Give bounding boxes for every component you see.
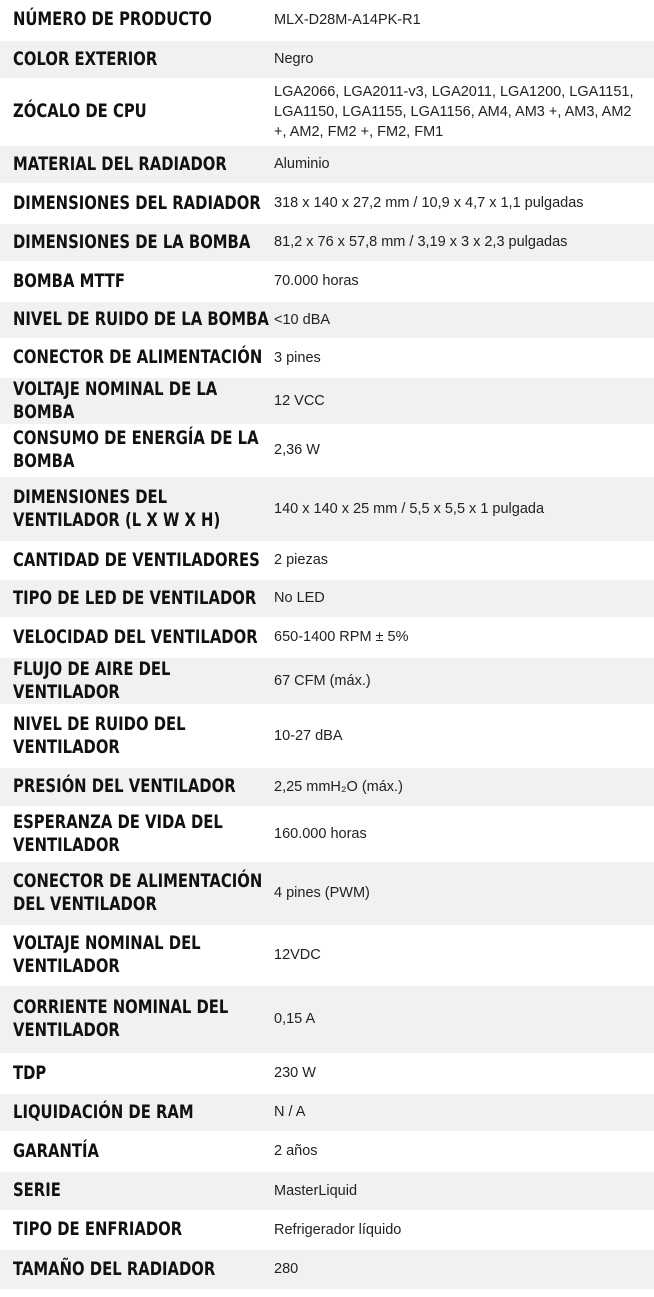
spec-row	[0, 861, 654, 925]
spec-label-cell	[0, 145, 273, 183]
spec-row	[0, 377, 654, 424]
spec-value: LGA2066, LGA2011-v3, LGA2011, LGA1200, LGA1151, LGA1150, LGA1155, LGA1156, AM4, AM3 +, AM3, AM2 +, AM2, FM2 +, FM2, FM1	[273, 78, 654, 145]
spec-label-cell	[0, 657, 273, 704]
spec-label-cell	[0, 223, 273, 261]
spec-label: NIVEL DE RUIDO DE LA BOMBA	[13, 308, 269, 330]
spec-label: TAMAÑO DEL RADIADOR	[13, 1257, 216, 1280]
spec-value: Negro	[273, 40, 654, 78]
spec-label: ESPERANZA DE VIDA DEL VENTILADOR	[13, 810, 223, 856]
spec-label: FLUJO DE AIRE DEL VENTILADOR	[13, 657, 171, 703]
spec-label: CANTIDAD DE VENTILADORES	[13, 548, 260, 571]
spec-label: SERIE	[13, 1179, 61, 1201]
spec-label-cell	[0, 1131, 273, 1171]
spec-label: COLOR EXTERIOR	[13, 47, 158, 70]
spec-value: 81,2 x 76 x 57,8 mm / 3,19 x 3 x 2,3 pulgadas	[273, 223, 654, 261]
spec-row	[0, 261, 654, 301]
spec-value: 10-27 dBA	[273, 704, 654, 767]
spec-value: 70.000 horas	[273, 261, 654, 301]
spec-label: NÚMERO DE PRODUCTO	[13, 8, 212, 31]
spec-value: 12 VCC	[273, 377, 654, 424]
spec-label: VOLTAJE NOMINAL DE LA BOMBA	[13, 377, 218, 423]
spec-row	[0, 806, 654, 861]
spec-row	[0, 767, 654, 806]
spec-value: 3 pines	[273, 338, 654, 377]
spec-label: GARANTÍA	[13, 1139, 100, 1162]
spec-value: 67 CFM (máx.)	[273, 657, 654, 704]
spec-label-cell	[0, 40, 273, 78]
spec-label: VELOCIDAD DEL VENTILADOR	[13, 625, 258, 648]
spec-label: CONECTOR DE ALIMENTACIÓN	[13, 346, 263, 368]
spec-label: DIMENSIONES DE LA BOMBA	[13, 230, 251, 253]
spec-value: MasterLiquid	[273, 1171, 654, 1210]
spec-label-cell	[0, 183, 273, 223]
spec-row	[0, 541, 654, 579]
spec-label: DIMENSIONES DEL RADIADOR	[13, 191, 261, 214]
spec-row	[0, 925, 654, 985]
spec-label-cell	[0, 704, 273, 767]
spec-label: ZÓCALO DE CPU	[13, 100, 147, 122]
spec-row	[0, 40, 654, 78]
spec-label-cell	[0, 579, 273, 617]
spec-label-cell	[0, 985, 273, 1053]
spec-label-cell	[0, 1053, 273, 1093]
spec-label: TIPO DE ENFRIADOR	[13, 1218, 183, 1240]
spec-label: CONSUMO DE ENERGÍA DE LA BOMBA	[13, 427, 259, 472]
spec-value: 4 pines (PWM)	[273, 861, 654, 925]
spec-value: Aluminio	[273, 145, 654, 183]
spec-value: <10 dBA	[273, 301, 654, 338]
spec-label-cell	[0, 1093, 273, 1131]
spec-label-cell	[0, 0, 273, 40]
spec-label: VOLTAJE NOMINAL DEL VENTILADOR	[13, 932, 201, 977]
spec-label: LIQUIDACIÓN DE RAM	[13, 1100, 194, 1123]
spec-label-cell	[0, 806, 273, 861]
spec-label-cell	[0, 476, 273, 541]
spec-row	[0, 223, 654, 261]
spec-value: 12VDC	[273, 925, 654, 985]
spec-value: 650-1400 RPM ± 5%	[273, 617, 654, 657]
spec-value: 280	[273, 1249, 654, 1289]
spec-value: 2 piezas	[273, 541, 654, 579]
spec-label: DIMENSIONES DEL VENTILADOR (L X W X H)	[13, 485, 221, 531]
spec-value: 2 años	[273, 1131, 654, 1171]
spec-value: 2,25 mmH₂O (máx.)	[273, 767, 654, 806]
spec-row	[0, 1093, 654, 1131]
spec-value: 318 x 140 x 27,2 mm / 10,9 x 4,7 x 1,1 pulgadas	[273, 183, 654, 223]
spec-label-cell	[0, 541, 273, 579]
spec-row	[0, 1210, 654, 1249]
spec-row	[0, 657, 654, 704]
spec-value: No LED	[273, 579, 654, 617]
spec-value: 2,36 W	[273, 424, 654, 476]
spec-label-cell	[0, 377, 273, 424]
spec-label-cell	[0, 861, 273, 925]
spec-label: CONECTOR DE ALIMENTACIÓN DEL VENTILADOR	[13, 870, 263, 915]
spec-value: 0,15 A	[273, 985, 654, 1053]
spec-label: PRESIÓN DEL VENTILADOR	[13, 775, 236, 797]
spec-label: TIPO DE LED DE VENTILADOR	[13, 586, 257, 609]
spec-row	[0, 183, 654, 223]
spec-row	[0, 1249, 654, 1289]
spec-label: BOMBA MTTF	[13, 269, 126, 292]
spec-label-cell	[0, 338, 273, 377]
spec-row	[0, 0, 654, 40]
spec-label-cell	[0, 617, 273, 657]
spec-row	[0, 1171, 654, 1210]
spec-row	[0, 1053, 654, 1093]
spec-label-cell	[0, 767, 273, 806]
spec-label: MATERIAL DEL RADIADOR	[13, 152, 227, 175]
spec-label-cell	[0, 925, 273, 985]
spec-label-cell	[0, 1249, 273, 1289]
spec-label-cell	[0, 261, 273, 301]
spec-row	[0, 579, 654, 617]
spec-value: 160.000 horas	[273, 806, 654, 861]
spec-row	[0, 704, 654, 767]
spec-row	[0, 301, 654, 338]
spec-label-cell	[0, 301, 273, 338]
spec-value: 230 W	[273, 1053, 654, 1093]
spec-label: NIVEL DE RUIDO DEL VENTILADOR	[13, 712, 186, 758]
spec-label-cell	[0, 78, 273, 145]
spec-label-cell	[0, 1171, 273, 1210]
spec-row	[0, 78, 654, 145]
spec-row	[0, 424, 654, 476]
spec-label-cell	[0, 1210, 273, 1249]
spec-label-cell	[0, 424, 273, 476]
spec-row	[0, 985, 654, 1053]
spec-value: N / A	[273, 1093, 654, 1131]
spec-label: CORRIENTE NOMINAL DEL VENTILADOR	[13, 996, 229, 1041]
spec-row	[0, 617, 654, 657]
spec-row	[0, 338, 654, 377]
spec-row	[0, 145, 654, 183]
spec-value: 140 x 140 x 25 mm / 5,5 x 5,5 x 1 pulgada	[273, 476, 654, 541]
spec-label: TDP	[13, 1061, 47, 1084]
spec-row	[0, 1131, 654, 1171]
spec-row	[0, 476, 654, 541]
spec-value: Refrigerador líquido	[273, 1210, 654, 1249]
spec-value: MLX-D28M-A14PK-R1	[273, 0, 654, 40]
